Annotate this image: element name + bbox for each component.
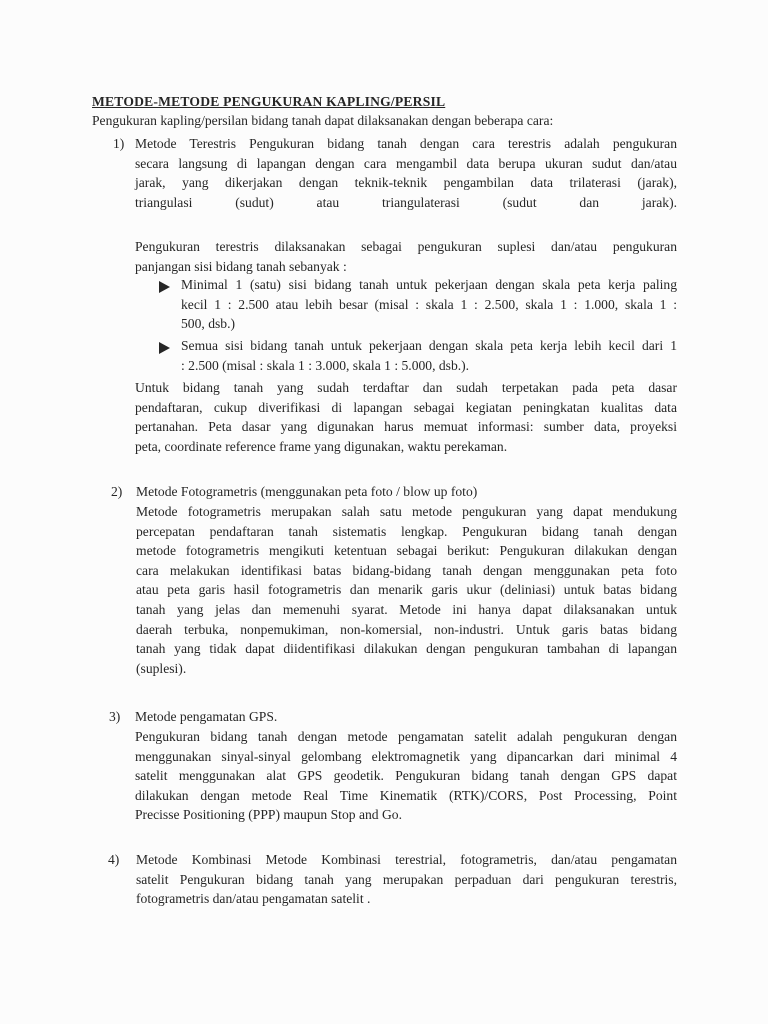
item3-paragraph [135,727,677,825]
item3-heading: Metode pengamatan GPS. [135,709,278,724]
text-line: Pengukuran bidang tanah dengan metode pengamatan satelit adalah pengukuran dengan [135,729,677,744]
text-line: secara langsung di lapangan dengan cara mengambil data berupa ukuran sudut dan/atau [135,155,677,171]
intro-text: Pengukuran kapling/persilan bidang tanah dapat dilaksanakan dengan beberapa cara: [92,113,554,128]
text-line: jarak, yang dikerjakan dengan teknik-teknik pengambilan data trilaterasi (jarak), [135,175,677,191]
item-number: 2) [111,484,123,499]
text-line: percepatan pendaftaran tanah sistematis lengkap. Pengukuran bidang tanah dengan [136,523,677,539]
text-line: satelit menggunakan alat GPS geodetik. Pengukuran bidang tanah dengan GPS dapat [135,768,677,784]
text-line: fotogrametris dan/atau pengamatan satelit . [136,891,371,907]
bullet-item [181,275,677,334]
arrow-bullet-icon [159,342,170,354]
text-line: panjangan sisi bidang tanah sebanyak : [135,258,347,274]
item1-paragraph-3 [135,378,677,456]
item1-paragraph [135,134,677,212]
text-line: daerah terbuka, nonpemukiman, non-komersial, non-industri. Untuk garis batas bidang [136,621,677,637]
text-line: pertanahan. Peta dasar yang digunakan harus memuat informasi: sumber data, proyeksi [135,419,677,435]
text-line: menggunakan sinyal-sinyal gelombang elektromagnetik yang dipancarkan dari minimal 4 [135,748,677,764]
text-line: peta, coordinate reference frame yang digunakan, waktu perekaman. [135,438,508,454]
item2-paragraph [136,502,677,678]
text-line: Metode fotogrametris merupakan salah satu metode pengukuran yang dapat mendukung [136,504,677,519]
text-line: 500, dsb.) [181,316,235,332]
text-line: Untuk bidang tanah yang sudah terdaftar dan sudah terpetakan pada peta dasar [135,380,677,395]
text-line: (suplesi). [136,660,187,676]
text-line: tanah yang tidak dapat diidentifikasi dilakukan dengan pengukuran tambahan di lapangan [136,641,677,657]
text-line: atau peta garis hasil fotogrametris dan menarik garis ukur (deliniasi) untuk batas bidang [136,582,677,598]
text-line: metode fotogrametris mengikuti ketentuan sebagai berikut: Pengukuran dilakukan dengan [136,543,677,559]
text-line: kecil 1 : 2.500 atau lebih besar (misal : skala 1 : 2.500, skala 1 : 1.000, skala 1 : [181,296,677,312]
item2-heading: Metode Fotogrametris (menggunakan peta foto / blow up foto) [136,484,478,499]
text-line: pendaftaran, cukup diverifikasi di lapangan sebagai kegiatan peningkatan kualitas data [135,399,677,415]
text-line: cara melakukan identifikasi batas bidang-bidang tanah dengan menggunakan peta foto [136,562,677,578]
item1-paragraph-2 [135,237,677,276]
item-number: 1) [113,136,125,151]
text-line: Metode Terestris Pengukuran bidang tanah dengan cara terestris adalah pengukuran [135,136,677,151]
text-line: tanah yang jelas dan memenuhi syarat. Metode ini hanya dapat dilaksanakan untuk [136,601,677,617]
text-line: : 2.500 (misal : skala 1 : 3.000, skala 1 : 5.000, dsb.). [181,357,470,373]
text-line: Semua sisi bidang tanah untuk pekerjaan dengan skala peta kerja lebih kecil dari 1 [181,338,677,353]
text-line: Precisse Positioning (PPP) maupun Stop and Go. [135,807,402,823]
text-line: triangulasi (sudut) atau triangulaterasi (sudut dan jarak). [135,194,677,210]
item-number: 3) [109,709,121,724]
text-line: Minimal 1 (satu) sisi bidang tanah untuk pekerjaan dengan skala peta kerja paling [181,277,677,292]
document-title: METODE-METODE PENGUKURAN KAPLING/PERSIL [92,94,446,109]
text-line: satelit Pengukuran bidang tanah yang merupakan perpaduan dari pengukuran terestris, [136,871,677,887]
bullet-item [181,336,677,375]
item4-paragraph [136,850,677,909]
item-number: 4) [108,852,120,867]
text-line: Metode Kombinasi Metode Kombinasi terestrial, fotogrametris, dan/atau pengamatan [136,852,677,867]
text-line: dilakukan dengan metode Real Time Kinematik (RTK)/CORS, Post Processing, Point [135,787,677,803]
text-line: Pengukuran terestris dilaksanakan sebagai pengukuran suplesi dan/atau pengukuran [135,239,677,254]
arrow-bullet-icon [159,281,170,293]
